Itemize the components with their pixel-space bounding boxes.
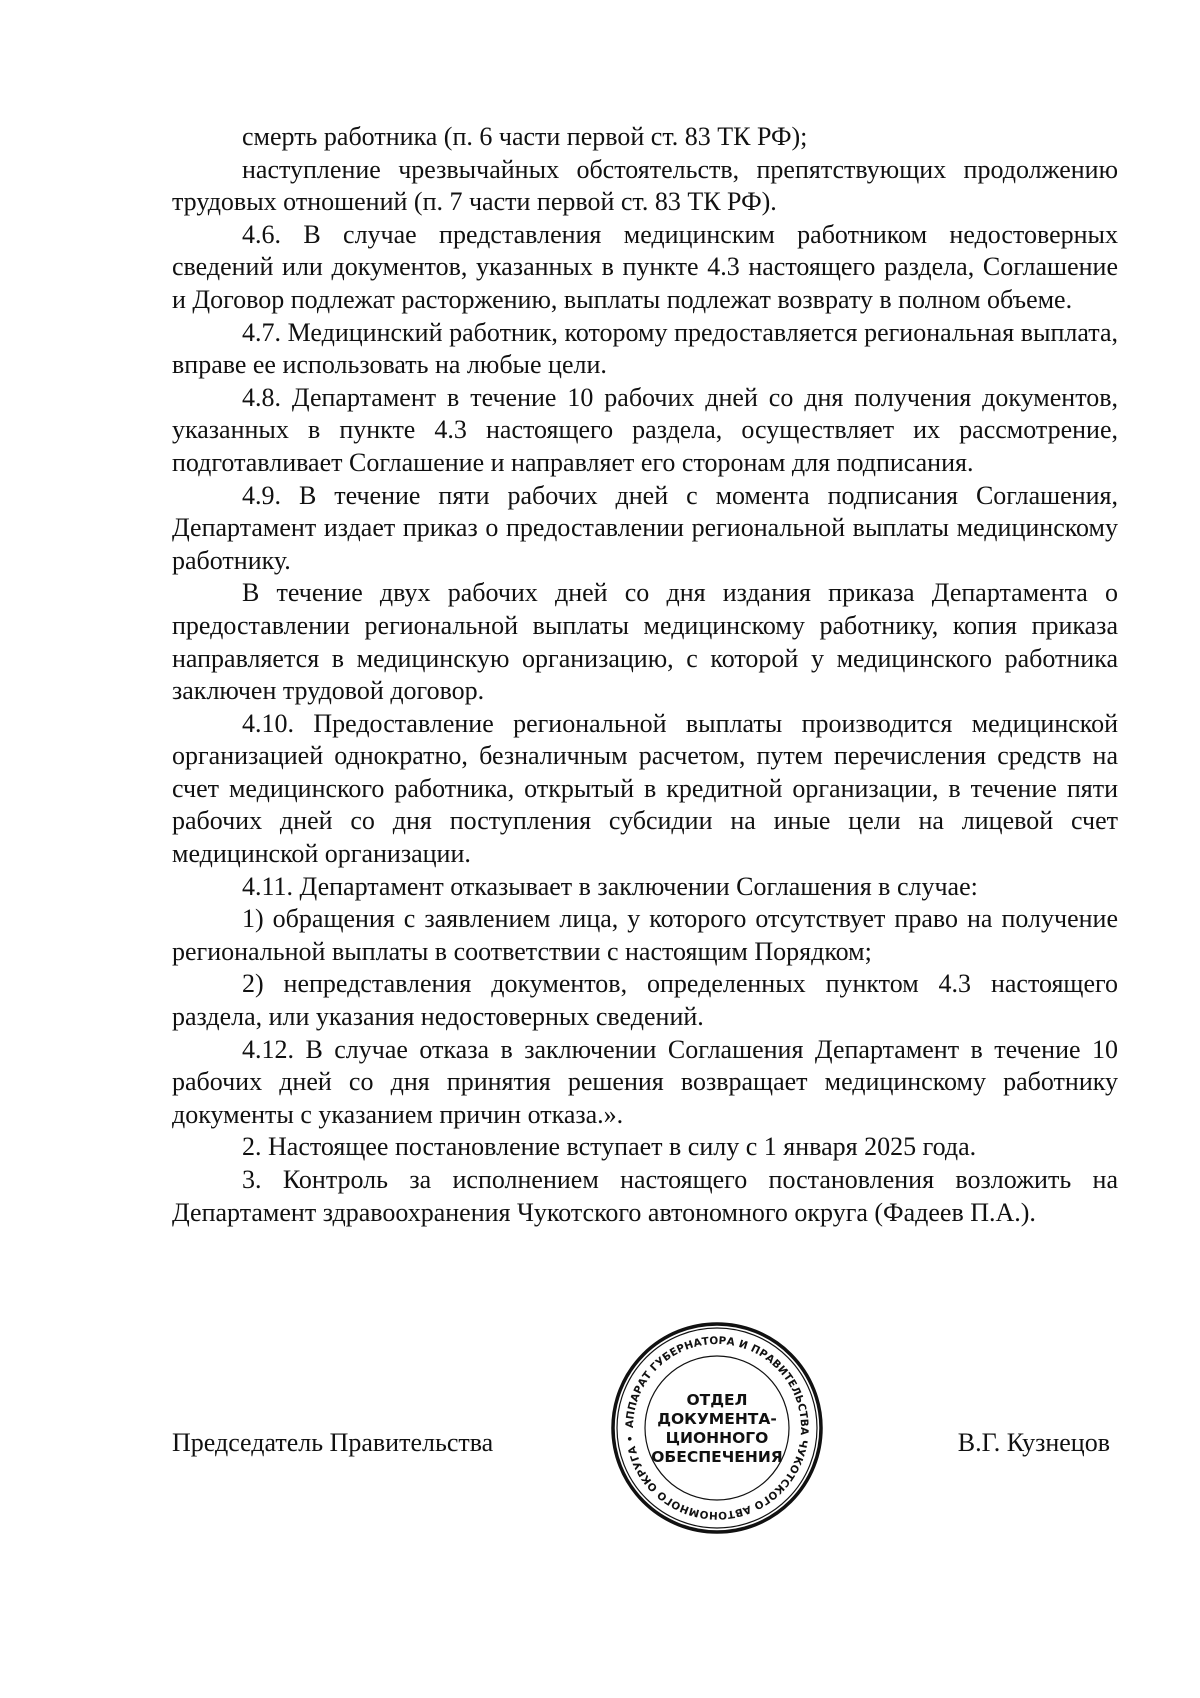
paragraph-4-11-item-2: 2) непредставления документов, определенных пунктом 4.3 настоящего раздела, или указания недостоверных сведений. bbox=[172, 969, 1118, 1032]
stamp-outer-ring bbox=[613, 1324, 821, 1532]
signatory-position: Председатель Правительства bbox=[172, 1428, 494, 1457]
stamp-inner-ring bbox=[645, 1356, 789, 1500]
paragraph-emergency-circumstances: наступление чрезвычайных обстоятельств, препятствующих продолжению трудовых отношений (п. 7 части первой ст. 83 ТК РФ). bbox=[172, 154, 1118, 217]
stamp-center-line: ОТДЕЛ bbox=[686, 1391, 748, 1409]
stamp-center-line: ЦИОННОГО bbox=[665, 1429, 769, 1447]
stamp-center-line: ДОКУМЕНТА- bbox=[657, 1410, 777, 1428]
paragraph-clause-3: 3. Контроль за исполнением настоящего постановления возложить на Департамент здравоохранения Чукотского автономного округа (Фадеев П.А.). bbox=[172, 1165, 1118, 1227]
stamp-outer-ring-inner-line bbox=[617, 1328, 817, 1528]
stamp-seal-graphic bbox=[607, 1318, 827, 1538]
paragraph-death-of-employee: смерть работника (п. 6 части первой ст. 83 ТК РФ); bbox=[242, 122, 808, 151]
paragraph-4-8: 4.8. Департамент в течение 10 рабочих дней со дня получения документов, указанных в пункте 4.3 настоящего раздела, осуществляет их рассмотрение, подготавливает Соглашение и направляет его сторонам для подписания. bbox=[172, 382, 1118, 477]
paragraph-4-11: 4.11. Департамент отказывает в заключении Соглашения в случае: bbox=[242, 871, 978, 901]
official-stamp bbox=[607, 1318, 827, 1538]
paragraph-4-7: 4.7. Медицинский работник, которому предоставляется региональная выплата, вправе ее использовать на любые цели. bbox=[172, 317, 1118, 380]
paragraph-4-6: 4.6. В случае представления медицинским работником недостоверных сведений или документов, указанных в пункте 4.3 настоящего раздела, Соглашение и Договор подлежат расторжению, выплаты подлежат возврату в полном объеме. bbox=[172, 219, 1118, 314]
signatory-name: В.Г. Кузнецов bbox=[957, 1428, 1110, 1457]
paragraph-4-9-copy-order: В течение двух рабочих дней со дня издания приказа Департамента о предоставлении региональной выплаты медицинскому работнику, копия приказа направляется в медицинскую организацию, с которой у медицинского работника заключен трудовой договор. bbox=[172, 578, 1118, 706]
paragraph-4-9: 4.9. В течение пяти рабочих дней с момента подписания Соглашения, Департамент издает приказ о предоставлении региональной выплаты медицинскому работнику. bbox=[172, 480, 1118, 575]
paragraph-4-12: 4.12. В случае отказа в заключении Соглашения Департамент в течение 10 рабочих дней со дня принятия решения возвращает медицинскому работнику документы с указанием причин отказа.». bbox=[172, 1034, 1118, 1129]
paragraph-clause-2: 2. Настоящее постановление вступает в силу с 1 января 2025 года. bbox=[242, 1132, 977, 1162]
stamp-center-line: ОБЕСПЕЧЕНИЯ bbox=[651, 1448, 783, 1466]
paragraph-4-11-item-1: 1) обращения с заявлением лица, у которого отсутствует право на получение региональной выплаты в соответствии с настоящим Порядком; bbox=[172, 904, 1118, 966]
stamp-ring-text: АППАРАТ ГУБЕРНАТОРА И ПРАВИТЕЛЬСТВА ЧУКОТСКОГО АВТОНОМНОГО ОКРУГА • bbox=[623, 1334, 811, 1522]
paragraph-4-10: 4.10. Предоставление региональной выплаты производится медицинской организацией однократно, безналичным расчетом, путем перечисления средств на счет медицинского работника, открытый в кредитной организации, в течение пяти рабочих дней со дня поступления субсидии на иные цели на лицевой счет медицинской организации. bbox=[172, 708, 1118, 869]
document-body bbox=[172, 121, 1118, 1229]
